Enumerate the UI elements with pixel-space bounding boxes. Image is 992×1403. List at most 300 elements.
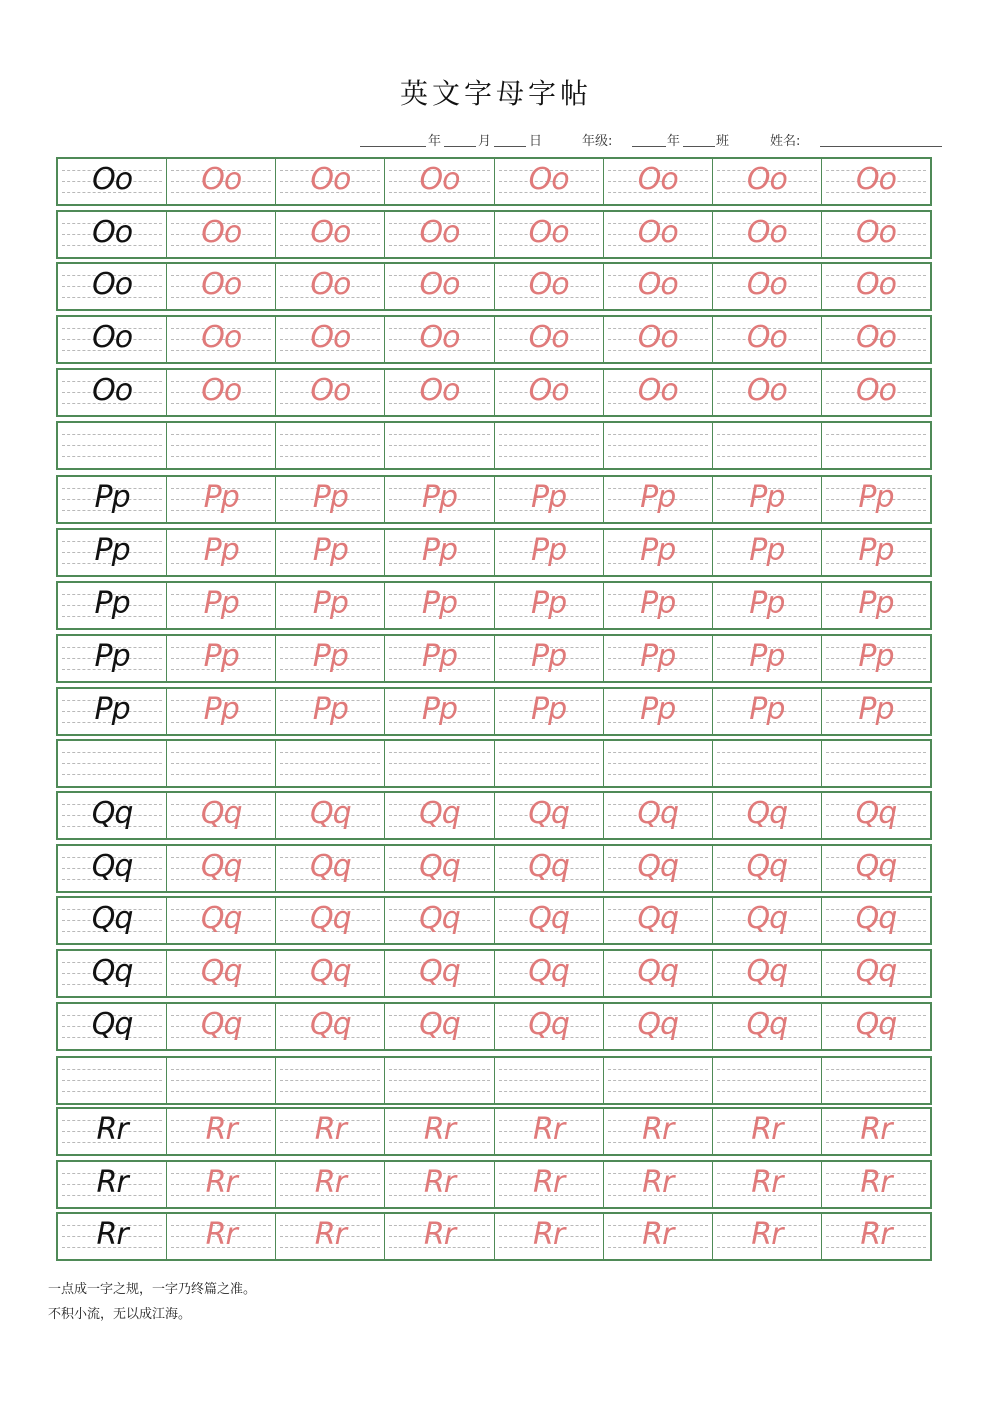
practice-cell[interactable]	[713, 477, 822, 522]
practice-cell[interactable]	[385, 212, 494, 257]
trace-letter: Pp	[421, 586, 457, 621]
practice-cell[interactable]	[604, 370, 713, 415]
trace-letter: Oo	[637, 267, 678, 302]
practice-cell[interactable]	[713, 898, 822, 943]
practice-cell[interactable]	[713, 1058, 822, 1103]
practice-cell[interactable]	[276, 317, 385, 362]
practice-cell[interactable]	[822, 846, 930, 891]
practice-cell[interactable]	[276, 951, 385, 996]
trace-letter: Pp	[203, 639, 239, 674]
trace-letter: Oo	[310, 320, 351, 355]
practice-cell[interactable]	[713, 1109, 822, 1154]
practice-cell[interactable]	[58, 317, 167, 362]
practice-cell[interactable]	[276, 1058, 385, 1103]
practice-cell[interactable]	[385, 370, 494, 415]
trace-letter: Pp	[858, 639, 894, 674]
footer-quote-1: 一点成一字之规，一字乃终篇之准。	[48, 1282, 257, 1297]
practice-cell[interactable]	[276, 264, 385, 309]
trace-letter: Qq	[746, 954, 788, 989]
practice-cell[interactable]	[58, 370, 167, 415]
practice-cell[interactable]	[495, 741, 604, 786]
trace-letter: Pp	[530, 480, 567, 515]
practice-cell[interactable]	[495, 423, 604, 468]
practice-cell[interactable]	[385, 423, 494, 468]
practice-cell[interactable]	[58, 689, 167, 734]
guide-line	[499, 1069, 599, 1070]
practice-cell[interactable]	[276, 583, 385, 628]
class-blank[interactable]	[683, 132, 715, 147]
trace-letter: Rr	[860, 1165, 892, 1200]
practice-cell[interactable]	[495, 477, 604, 522]
trace-letter: Oo	[419, 373, 460, 408]
guide-line	[171, 752, 271, 753]
trace-letter: Oo	[637, 373, 678, 408]
practice-cell[interactable]	[58, 1162, 167, 1207]
practice-cell[interactable]	[495, 636, 604, 681]
practice-cell[interactable]	[276, 898, 385, 943]
trace-letter: Rr	[751, 1112, 783, 1147]
practice-cell[interactable]	[167, 1004, 276, 1049]
practice-cell[interactable]	[276, 793, 385, 838]
trace-letter: Pp	[640, 480, 676, 515]
year-label: 年	[428, 134, 442, 149]
practice-cell[interactable]	[276, 159, 385, 204]
practice-cell[interactable]	[276, 1214, 385, 1259]
practice-cell[interactable]	[604, 1214, 713, 1259]
practice-cell[interactable]	[58, 583, 167, 628]
model-letter: Pp	[94, 639, 130, 674]
guide-line	[171, 1080, 271, 1081]
practice-cell[interactable]	[495, 583, 604, 628]
practice-cell[interactable]	[385, 1162, 494, 1207]
practice-row	[56, 634, 932, 683]
practice-cell[interactable]	[822, 636, 930, 681]
practice-cell[interactable]	[58, 423, 167, 468]
trace-letter: Rr	[423, 1165, 456, 1200]
guide-line	[499, 763, 599, 764]
guide-line	[608, 774, 708, 775]
guide-line	[826, 1080, 926, 1081]
practice-row	[56, 791, 932, 840]
practice-cell[interactable]	[495, 1109, 604, 1154]
trace-letter: Rr	[642, 1112, 674, 1147]
trace-letter: Oo	[310, 215, 351, 250]
practice-cell[interactable]	[167, 1058, 276, 1103]
guide-line	[499, 456, 599, 457]
practice-cell[interactable]	[58, 477, 167, 522]
practice-cell[interactable]	[385, 1004, 494, 1049]
practice-cell[interactable]	[167, 423, 276, 468]
trace-letter: Oo	[201, 267, 242, 302]
practice-cell[interactable]	[822, 1162, 930, 1207]
trace-letter: Oo	[201, 162, 242, 197]
practice-cell[interactable]	[276, 1109, 385, 1154]
guide-line	[717, 1069, 817, 1070]
practice-cell[interactable]	[495, 212, 604, 257]
practice-cell[interactable]	[276, 423, 385, 468]
practice-cell[interactable]	[167, 317, 276, 362]
practice-cell[interactable]	[822, 1109, 930, 1154]
trace-letter: Rr	[314, 1112, 346, 1147]
practice-cell[interactable]	[58, 898, 167, 943]
page-title: 英文字母字帖	[399, 77, 592, 110]
year-blank[interactable]	[360, 132, 426, 147]
guide-line	[608, 456, 708, 457]
practice-cell[interactable]	[822, 1214, 930, 1259]
trace-letter: Oo	[746, 320, 787, 355]
trace-letter: Pp	[312, 586, 348, 621]
practice-cell[interactable]	[58, 636, 167, 681]
practice-cell[interactable]	[604, 583, 713, 628]
model-letter: Qq	[91, 796, 133, 831]
practice-cell[interactable]	[167, 741, 276, 786]
model-letter: Qq	[91, 1007, 133, 1042]
practice-cell[interactable]	[495, 370, 604, 415]
trace-letter: Pp	[749, 480, 785, 515]
practice-cell[interactable]	[495, 793, 604, 838]
practice-row	[56, 896, 932, 945]
guide-line	[389, 1069, 489, 1070]
practice-cell[interactable]	[604, 317, 713, 362]
practice-cell[interactable]	[167, 636, 276, 681]
practice-cell[interactable]	[822, 317, 930, 362]
practice-cell[interactable]	[713, 159, 822, 204]
practice-cell[interactable]	[822, 212, 930, 257]
practice-cell[interactable]	[713, 741, 822, 786]
practice-cell[interactable]	[167, 846, 276, 891]
guide-line	[608, 434, 708, 435]
guide-line	[608, 445, 708, 446]
practice-cell[interactable]	[713, 1162, 822, 1207]
practice-cell[interactable]	[604, 741, 713, 786]
guide-line	[62, 1069, 162, 1070]
practice-cell[interactable]	[604, 1162, 713, 1207]
trace-letter: Oo	[201, 373, 242, 408]
trace-letter: Pp	[749, 533, 785, 568]
practice-cell[interactable]	[713, 636, 822, 681]
practice-cell[interactable]	[167, 212, 276, 257]
practice-cell[interactable]	[385, 793, 494, 838]
practice-cell[interactable]	[385, 1109, 494, 1154]
trace-letter: Rr	[642, 1165, 674, 1200]
practice-cell[interactable]	[604, 793, 713, 838]
practice-cell[interactable]	[58, 846, 167, 891]
trace-letter: Qq	[528, 1007, 569, 1042]
practice-cell[interactable]	[495, 1162, 604, 1207]
practice-cell[interactable]	[58, 741, 167, 786]
guide-line	[826, 752, 926, 753]
practice-cell[interactable]	[604, 898, 713, 943]
trace-letter: Pp	[749, 586, 785, 621]
practice-cell[interactable]	[713, 793, 822, 838]
trace-letter: Qq	[309, 1007, 351, 1042]
guide-line	[826, 763, 926, 764]
practice-cell[interactable]	[495, 317, 604, 362]
guide-line	[826, 456, 926, 457]
trace-letter: Rr	[532, 1112, 565, 1147]
practice-cell[interactable]	[167, 370, 276, 415]
trace-letter: Qq	[637, 901, 679, 936]
practice-cell[interactable]	[604, 212, 713, 257]
trace-letter: Pp	[530, 639, 567, 674]
practice-cell[interactable]	[822, 530, 930, 575]
practice-cell[interactable]	[58, 1004, 167, 1049]
practice-cell[interactable]	[58, 793, 167, 838]
practice-cell[interactable]	[276, 846, 385, 891]
practice-cell[interactable]	[822, 898, 930, 943]
model-letter: Oo	[92, 162, 133, 197]
practice-cell[interactable]	[495, 846, 604, 891]
practice-cell[interactable]	[167, 583, 276, 628]
trace-letter: Pp	[312, 480, 348, 515]
trace-letter: Pp	[421, 533, 457, 568]
trace-letter: Rr	[205, 1217, 237, 1252]
practice-cell[interactable]	[385, 477, 494, 522]
trace-letter: Pp	[858, 586, 894, 621]
practice-cell[interactable]	[385, 1214, 494, 1259]
practice-cell[interactable]	[167, 264, 276, 309]
practice-cell[interactable]	[604, 159, 713, 204]
practice-row	[56, 581, 932, 630]
practice-cell[interactable]	[167, 1162, 276, 1207]
trace-letter: Qq	[637, 1007, 679, 1042]
guide-line	[608, 1091, 708, 1092]
practice-cell[interactable]	[713, 264, 822, 309]
practice-cell[interactable]	[822, 793, 930, 838]
practice-cell[interactable]	[385, 689, 494, 734]
practice-cell[interactable]	[604, 530, 713, 575]
practice-cell[interactable]	[822, 1058, 930, 1103]
trace-letter: Pp	[530, 586, 567, 621]
guide-line	[717, 752, 817, 753]
trace-letter: Oo	[201, 215, 242, 250]
trace-letter: Pp	[203, 692, 239, 727]
trace-letter: Pp	[749, 639, 785, 674]
practice-row	[56, 1107, 932, 1156]
practice-row	[56, 210, 932, 259]
guide-line	[280, 1080, 380, 1081]
practice-cell[interactable]	[495, 159, 604, 204]
practice-cell[interactable]	[713, 317, 822, 362]
grade-blank[interactable]	[632, 132, 666, 147]
practice-cell[interactable]	[385, 846, 494, 891]
guide-line	[171, 1069, 271, 1070]
practice-cell[interactable]	[822, 159, 930, 204]
practice-cell[interactable]	[58, 1109, 167, 1154]
trace-letter: Qq	[200, 1007, 242, 1042]
practice-cell[interactable]	[58, 951, 167, 996]
practice-cell[interactable]	[822, 689, 930, 734]
guide-line	[826, 434, 926, 435]
practice-cell[interactable]	[167, 159, 276, 204]
practice-cell[interactable]	[58, 212, 167, 257]
practice-cell[interactable]	[495, 689, 604, 734]
trace-letter: Qq	[746, 1007, 788, 1042]
practice-cell[interactable]	[822, 423, 930, 468]
guide-line	[389, 456, 489, 457]
guide-line	[499, 1080, 599, 1081]
practice-cell[interactable]	[167, 689, 276, 734]
guide-line	[389, 1080, 489, 1081]
practice-cell[interactable]	[167, 793, 276, 838]
practice-cell[interactable]	[604, 951, 713, 996]
guide-line	[389, 1091, 489, 1092]
practice-cell[interactable]	[713, 583, 822, 628]
practice-cell[interactable]	[58, 1214, 167, 1259]
trace-letter: Qq	[855, 849, 897, 884]
practice-cell[interactable]	[276, 1004, 385, 1049]
practice-cell[interactable]	[385, 951, 494, 996]
blank-practice-row	[56, 421, 932, 470]
practice-cell[interactable]	[276, 477, 385, 522]
practice-cell[interactable]	[604, 689, 713, 734]
practice-cell[interactable]	[713, 1214, 822, 1259]
practice-cell[interactable]	[713, 846, 822, 891]
practice-cell[interactable]	[495, 898, 604, 943]
practice-cell[interactable]	[604, 1109, 713, 1154]
trace-letter: Pp	[858, 692, 894, 727]
trace-letter: Pp	[858, 533, 894, 568]
practice-cell[interactable]	[604, 846, 713, 891]
practice-cell[interactable]	[604, 1004, 713, 1049]
practice-cell[interactable]	[604, 264, 713, 309]
guide-line	[171, 1091, 271, 1092]
practice-cell[interactable]	[495, 1058, 604, 1103]
practice-cell[interactable]	[495, 530, 604, 575]
guide-line	[717, 763, 817, 764]
practice-cell[interactable]	[822, 951, 930, 996]
model-letter: Oo	[92, 320, 133, 355]
practice-cell[interactable]	[495, 1004, 604, 1049]
trace-letter: Qq	[528, 796, 569, 831]
practice-cell[interactable]	[58, 530, 167, 575]
practice-cell[interactable]	[276, 689, 385, 734]
trace-letter: Oo	[855, 215, 896, 250]
day-blank[interactable]	[494, 132, 526, 147]
practice-cell[interactable]	[167, 1214, 276, 1259]
practice-cell[interactable]	[276, 741, 385, 786]
trace-letter: Oo	[637, 320, 678, 355]
trace-letter: Pp	[421, 639, 457, 674]
practice-cell[interactable]	[385, 530, 494, 575]
practice-cell[interactable]	[276, 530, 385, 575]
guide-line	[171, 445, 271, 446]
name-blank[interactable]	[820, 132, 942, 147]
practice-cell[interactable]	[167, 898, 276, 943]
trace-letter: Pp	[858, 480, 894, 515]
practice-cell[interactable]	[276, 212, 385, 257]
guide-line	[499, 445, 599, 446]
practice-cell[interactable]	[604, 423, 713, 468]
practice-cell[interactable]	[713, 1004, 822, 1049]
practice-cell[interactable]	[167, 951, 276, 996]
practice-cell[interactable]	[604, 1058, 713, 1103]
trace-letter: Rr	[532, 1165, 565, 1200]
trace-letter: Pp	[312, 639, 348, 674]
practice-cell[interactable]	[276, 370, 385, 415]
practice-row	[56, 687, 932, 736]
guide-line	[389, 774, 489, 775]
guide-line	[389, 445, 489, 446]
practice-cell[interactable]	[713, 370, 822, 415]
guide-line	[62, 456, 162, 457]
guide-line	[717, 456, 817, 457]
practice-cell[interactable]	[58, 264, 167, 309]
practice-cell[interactable]	[167, 1109, 276, 1154]
month-blank[interactable]	[444, 132, 476, 147]
practice-cell[interactable]	[276, 1162, 385, 1207]
practice-cell[interactable]	[713, 423, 822, 468]
practice-cell[interactable]	[385, 317, 494, 362]
practice-cell[interactable]	[495, 264, 604, 309]
trace-letter: Pp	[640, 586, 676, 621]
guide-line	[717, 434, 817, 435]
trace-letter: Rr	[860, 1112, 892, 1147]
practice-cell[interactable]	[822, 264, 930, 309]
practice-cell[interactable]	[495, 951, 604, 996]
trace-letter: Oo	[528, 162, 569, 197]
practice-cell[interactable]	[822, 1004, 930, 1049]
practice-cell[interactable]	[276, 636, 385, 681]
guide-line	[280, 1091, 380, 1092]
info-line	[360, 130, 950, 150]
practice-cell[interactable]	[604, 477, 713, 522]
guide-line	[608, 763, 708, 764]
practice-cell[interactable]	[822, 477, 930, 522]
trace-letter: Qq	[855, 796, 897, 831]
practice-cell[interactable]	[385, 583, 494, 628]
trace-letter: Oo	[419, 162, 460, 197]
practice-cell[interactable]	[713, 530, 822, 575]
practice-cell[interactable]	[385, 898, 494, 943]
practice-cell[interactable]	[713, 689, 822, 734]
practice-cell[interactable]	[167, 477, 276, 522]
practice-cell[interactable]	[822, 583, 930, 628]
trace-letter: Oo	[855, 162, 896, 197]
trace-letter: Rr	[205, 1112, 237, 1147]
guide-line	[717, 1091, 817, 1092]
guide-line	[499, 752, 599, 753]
guide-line	[280, 774, 380, 775]
practice-cell[interactable]	[822, 741, 930, 786]
guide-line	[717, 1080, 817, 1081]
practice-cell[interactable]	[58, 1058, 167, 1103]
practice-cell[interactable]	[385, 264, 494, 309]
guide-line	[826, 445, 926, 446]
practice-cell[interactable]	[385, 741, 494, 786]
trace-letter: Qq	[419, 796, 460, 831]
practice-cell[interactable]	[167, 530, 276, 575]
practice-cell[interactable]	[822, 370, 930, 415]
trace-letter: Qq	[200, 796, 242, 831]
practice-cell[interactable]	[385, 159, 494, 204]
practice-cell[interactable]	[713, 212, 822, 257]
trace-letter: Oo	[310, 162, 351, 197]
model-letter: Pp	[94, 533, 130, 568]
practice-row	[56, 262, 932, 311]
practice-cell[interactable]	[495, 1214, 604, 1259]
practice-cell[interactable]	[713, 951, 822, 996]
trace-letter: Pp	[749, 692, 785, 727]
practice-row	[56, 157, 932, 206]
trace-letter: Qq	[855, 901, 897, 936]
practice-cell[interactable]	[58, 159, 167, 204]
practice-cell[interactable]	[385, 1058, 494, 1103]
practice-cell[interactable]	[604, 636, 713, 681]
practice-cell[interactable]	[385, 636, 494, 681]
practice-row	[56, 1002, 932, 1051]
trace-letter: Pp	[640, 692, 676, 727]
